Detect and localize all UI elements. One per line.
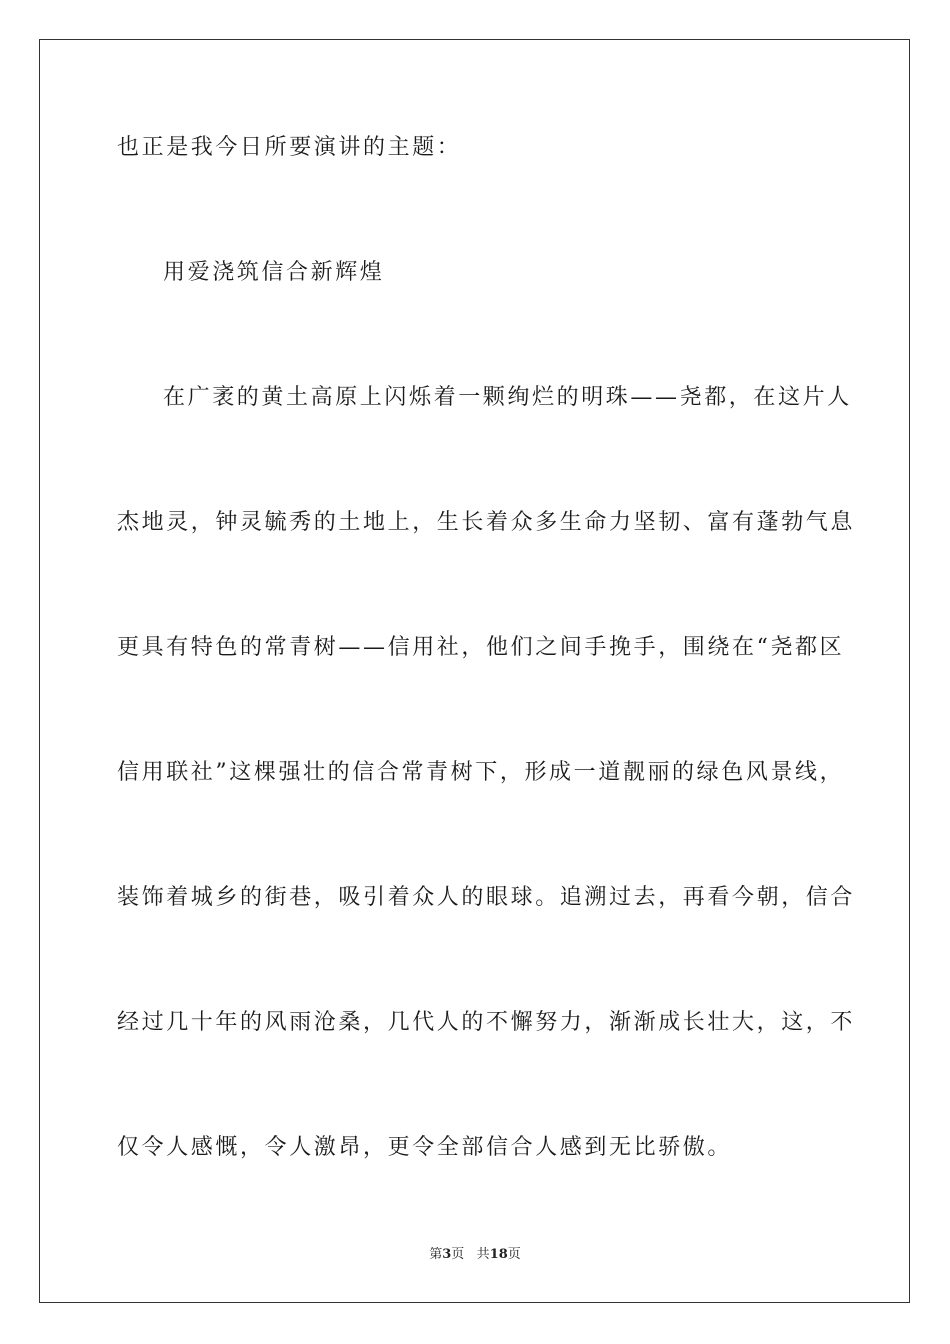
page-suffix: 页 <box>451 1247 465 1262</box>
total-prefix: 共 <box>476 1247 490 1262</box>
page-number: 3 <box>442 1247 452 1262</box>
paragraph-line-6: 信用联社”这棵强壮的信合常青树下，形成一道靓丽的绿色风景线， <box>117 760 845 785</box>
page-border <box>39 39 910 1303</box>
page-prefix: 第 <box>429 1247 443 1262</box>
paragraph-line-7: 装饰着城乡的街巷，吸引着众人的眼球。追溯过去，再看今朝，信合 <box>117 885 856 910</box>
total-suffix: 页 <box>507 1247 521 1262</box>
page-footer <box>0 1246 950 1264</box>
paragraph-line-1: 也正是我今日所要演讲的主题： <box>117 135 462 160</box>
paragraph-line-4: 杰地灵，钟灵毓秀的土地上，生长着众多生命力坚韧、富有蓬勃气息 <box>117 510 856 535</box>
paragraph-line-5: 更具有特色的常青树——信用社，他们之间手挽手，围绕在“尧都区 <box>117 635 845 660</box>
total-pages: 18 <box>489 1247 508 1262</box>
paragraph-line-9: 仅令人感慨，令人激昂，更令全部信合人感到无比骄傲。 <box>117 1135 733 1160</box>
paragraph-line-8: 经过几十年的风雨沧桑，几代人的不懈努力，渐渐成长壮大，这，不 <box>117 1010 856 1035</box>
paragraph-line-3: 在广袤的黄土高原上闪烁着一颗绚烂的明珠——尧都，在这片人 <box>163 385 852 410</box>
speech-title: 用爱浇筑信合新辉煌 <box>163 260 385 285</box>
